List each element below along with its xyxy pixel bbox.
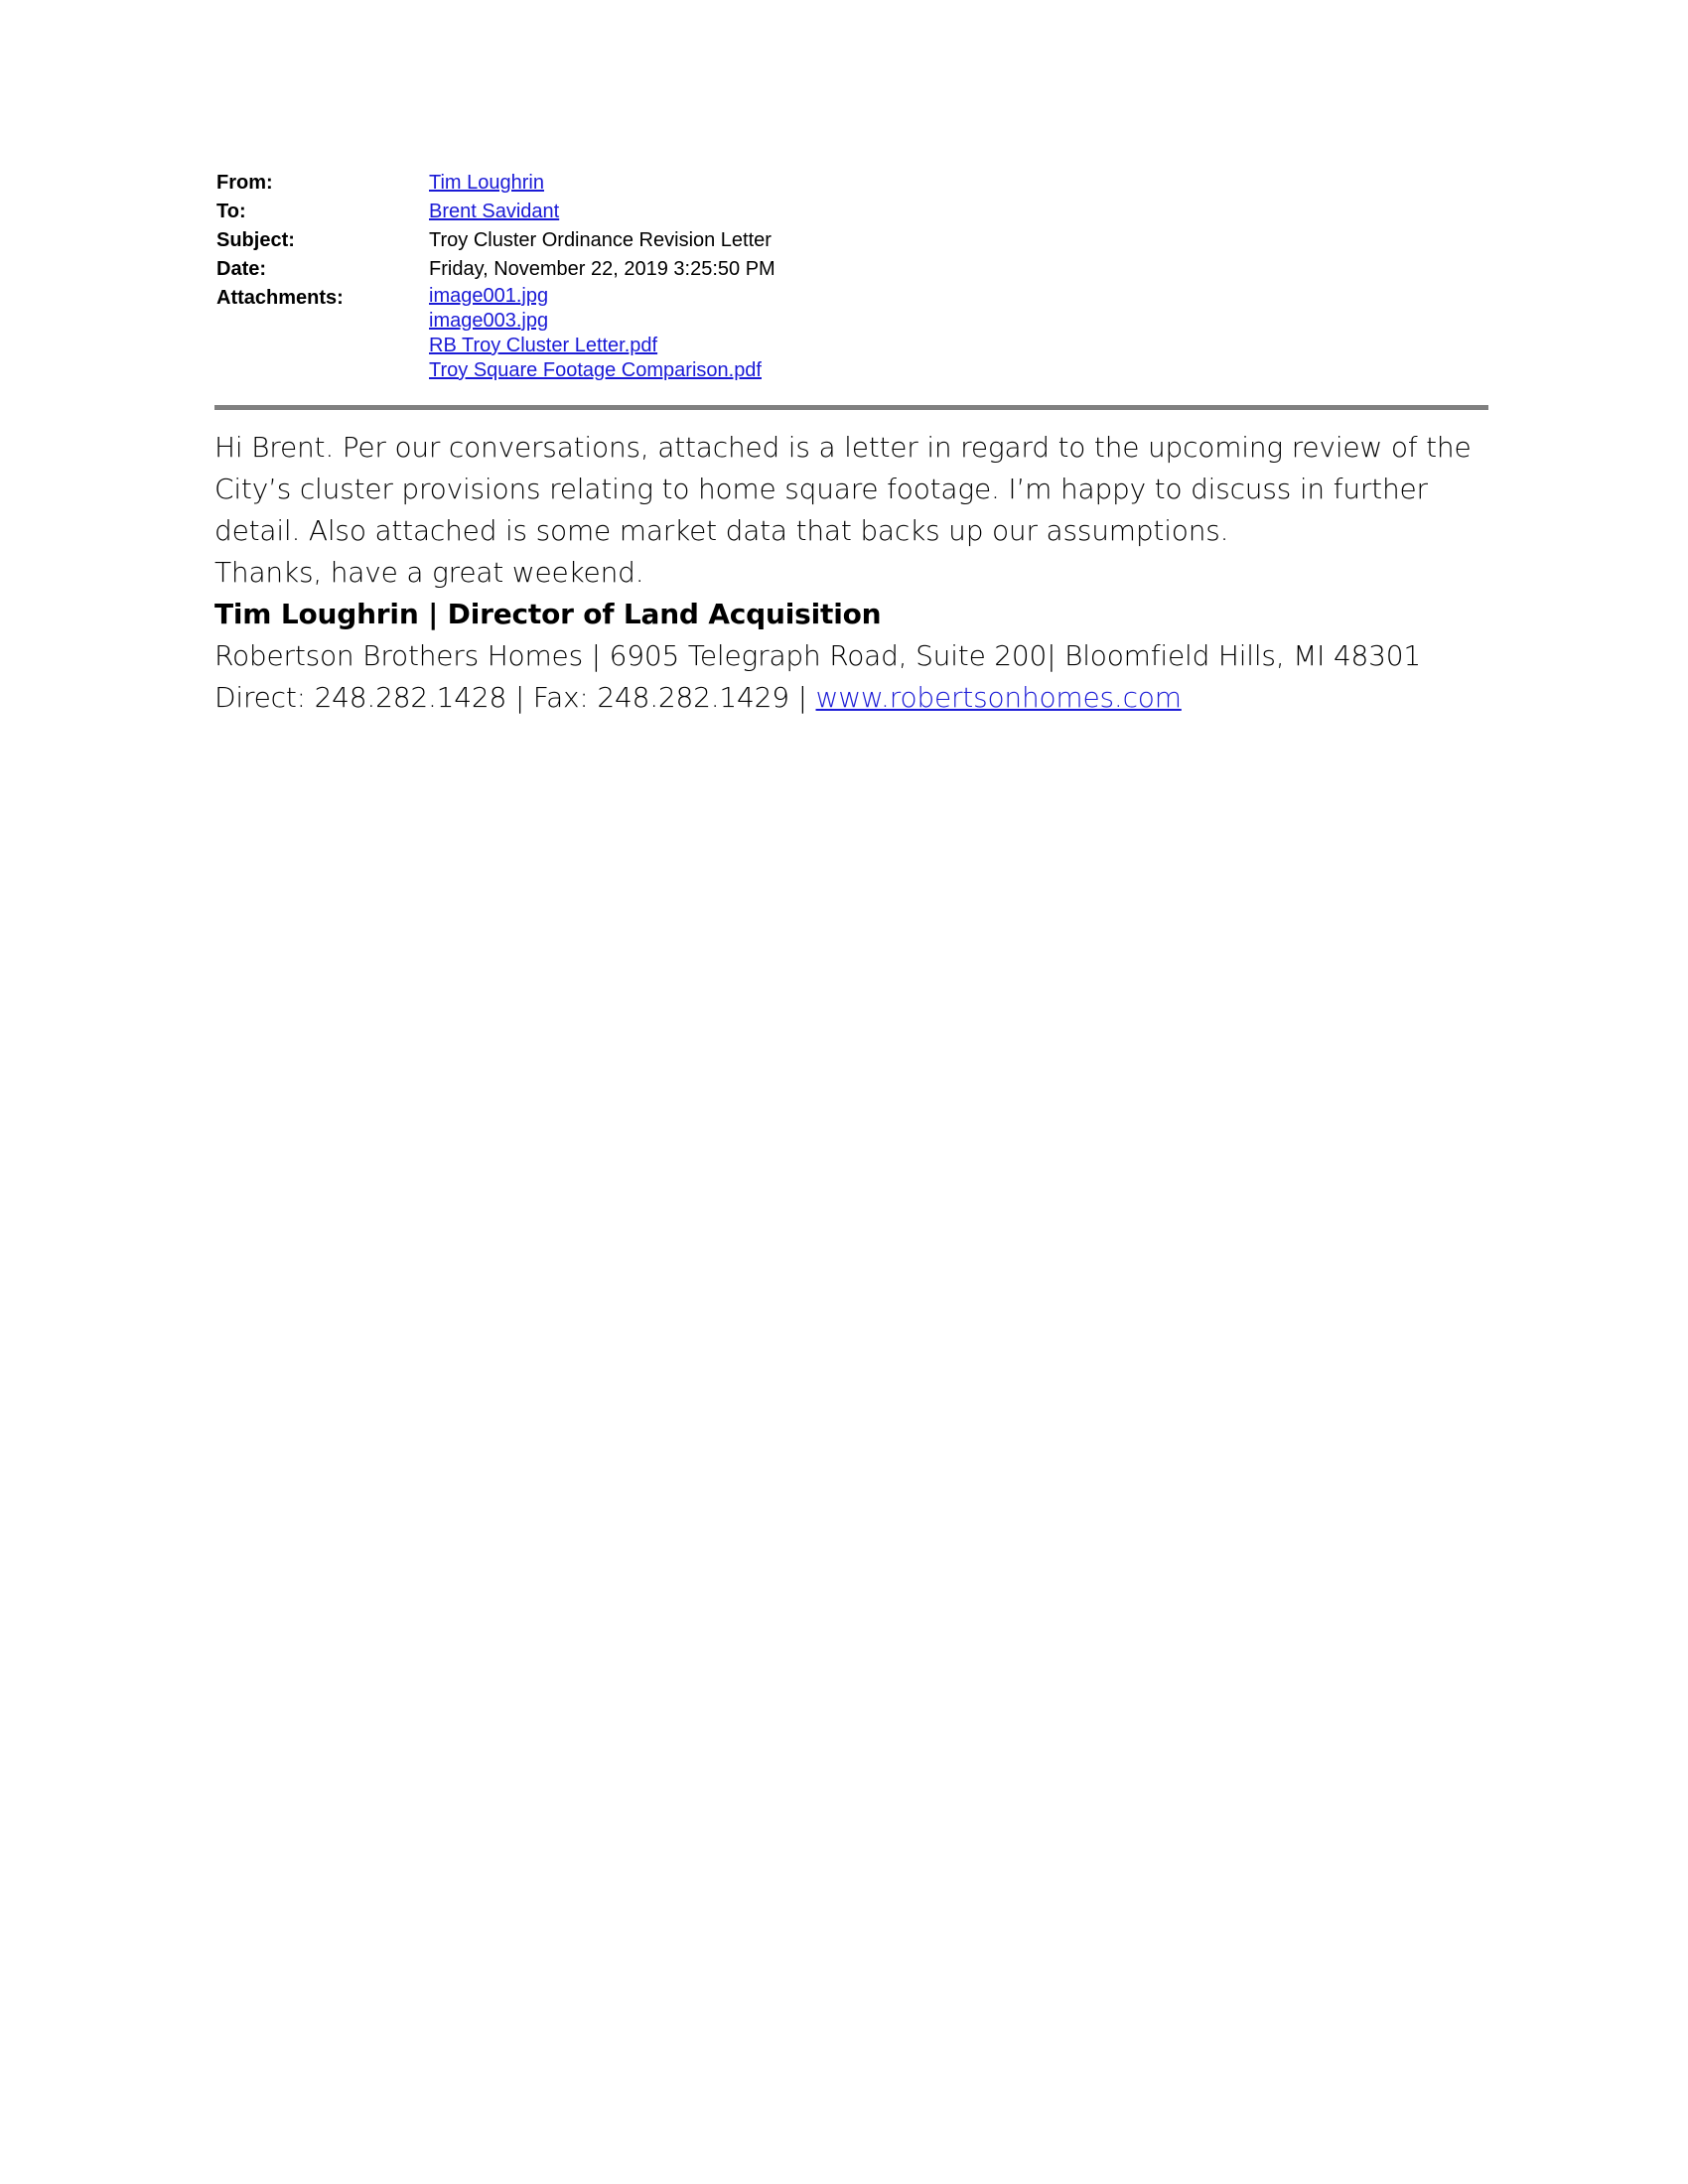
website-link[interactable]: www.robertsonhomes.com [815, 681, 1182, 714]
email-body [214, 427, 1495, 719]
attachments-row [216, 284, 1487, 383]
to-row [216, 198, 1487, 226]
attachment-link[interactable]: RB Troy Cluster Letter.pdf [429, 335, 658, 356]
from-link[interactable]: Tim Loughrin [429, 172, 544, 194]
closing-line: Thanks, have a great weekend. [214, 556, 644, 589]
from-row [216, 169, 1487, 198]
to-link[interactable]: Brent Savidant [429, 201, 560, 222]
date-label: Date: [216, 258, 267, 280]
signature-contact-text: Direct: 248.282.1428 | Fax: 248.282.1429 | [214, 681, 816, 714]
attachments-label: Attachments: [216, 287, 344, 309]
body-paragraph: Hi Brent. Per our conversations, attached is a letter in regard to the upcoming review of the City’s cluster provisions relating to home square footage. I’m happy to discuss in further detail. Also attached is some market data that backs up our assumptions. [214, 431, 1472, 547]
subject-row [216, 226, 1487, 255]
attachment-link[interactable]: image001.jpg [429, 285, 549, 307]
header-divider [214, 405, 1488, 410]
signature-name: Tim Loughrin | Director of Land Acquisition [214, 598, 882, 630]
attachment-link[interactable]: Troy Square Footage Comparison.pdf [429, 359, 762, 381]
attachments-list [429, 284, 762, 383]
email-header [216, 169, 1487, 383]
from-label: From: [216, 172, 273, 194]
subject-value: Troy Cluster Ordinance Revision Letter [429, 229, 772, 251]
subject-label: Subject: [216, 229, 295, 251]
signature-contact [214, 677, 1495, 719]
date-row [216, 255, 1487, 284]
signature-company: Robertson Brothers Homes | 6905 Telegraph Road, Suite 200| Bloomfield Hills, MI 48301 [214, 639, 1422, 672]
attachment-link[interactable]: image003.jpg [429, 310, 549, 332]
date-value: Friday, November 22, 2019 3:25:50 PM [429, 258, 775, 280]
to-label: To: [216, 201, 246, 222]
